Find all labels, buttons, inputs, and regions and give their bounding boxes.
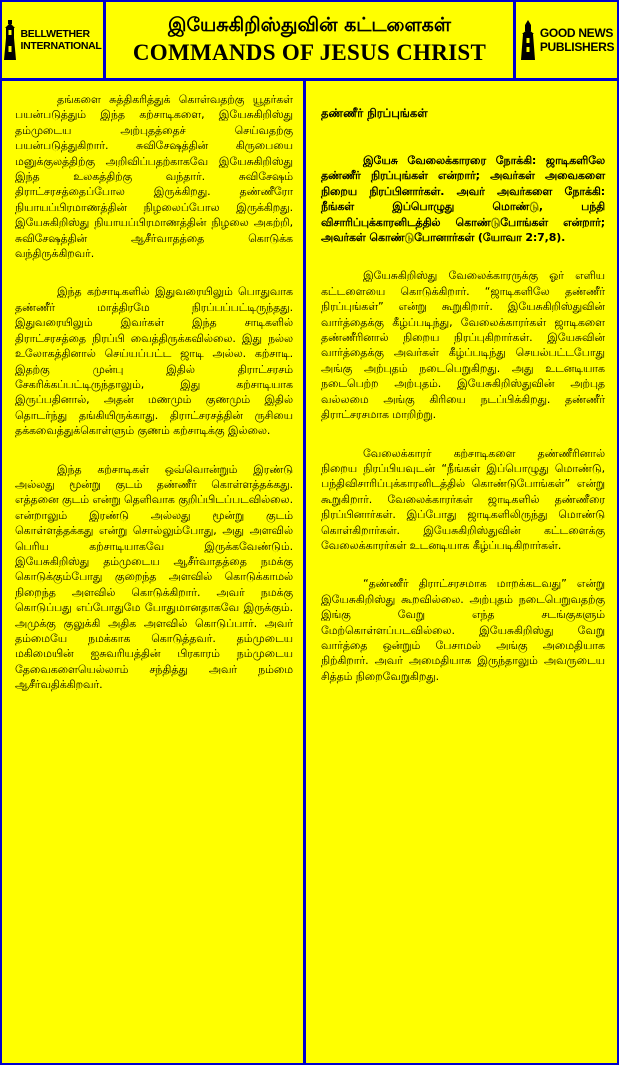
right-column [309,81,617,1063]
body-paragraph: “தண்ணீர் திராட்சரசமாக மாறக்கடவது” என்று இயேசுகிறிஸ்து கூறவில்லை. அற்புதம் நடைபெறுவதற்கு இங்கு வேறு எந்த சடங்குகளும் மேற்கொள்ளப்படவில்லை. இயேசுகிறிஸ்து வேறு வார்த்தை ஒன்றும் பேசாமல் அங்கு அமைதியாக நிற்கிறார். அவர் அமைதியாக இருந்தாலும் அவருடைய சித்தம் நிறைவேறுகிறது. [321,577,605,683]
body-paragraph: இந்த கற்சாடிகளில் இதுவரையிலும் பொதுவாக தண்ணீர் மாத்திரமே நிரப்பப்பட்டிருந்தது. இதுவரையிலும் இவர்கள் இந்த சாடிகளில் திராட்சரசத்தை நிரப்பி வைத்திருக்கவில்லை. இது நல்ல உலோகத்தினால் செய்யப்பட்ட ஜாடி அல்ல. கற்சாடி. இதற்கு முன்பு இதில் திராட்சரசம் சேகரிக்கப்பட்டிருந்தாலும், இது கற்சாடியாக இருப்பதினால், அதன் மணமும் குணமும் இதில் தொடர்ந்து தங்கியிருக்காது. திராட்சரசத்தின் ருசியை தக்கவைத்துக்கொள்ளும் குணம் கற்சாடிக்கு இல்லை. [15,285,293,438]
logo-line-2: INTERNATIONAL [20,40,102,52]
good-news-logo [513,2,617,78]
body-paragraph: தங்களை சுத்திகரித்துக் கொள்வதற்கு யூதர்கள் பயன்படுத்தும் இந்த கற்சாடிகளை, இயேசுகிறிஸ்து தம்முடைய அற்புதத்தைச் செய்வதற்கு பயன்படுத்துகிறார். சுவிசேஷத்தின் கிருபையை மனுக்குலத்திற்கு அறிவிப்பதற்காகவே இயேசுகிறிஸ்து இந்த உலகத்திற்கு வந்தார். சுவிசேஷம் திராட்சரசத்தைப்போல இருக்கிறது. தண்ணீரோ நியாயப்பிரமாணத்தின் நிழலைப்போல இருக்கிறது. இயேசுகிறிஸ்து நியாயப்பிரமாணத்தின் நிழலை அகற்றி, சுவிசேஷத்தின் ஆசீர்வாதத்தை கொடுக்க வந்திருக்கிறவர். [15,93,293,261]
body-paragraph: இயேசுகிறிஸ்து வேலைக்காரருக்கு ஓர் எளிய கட்டளையை கொடுக்கிறார். “ஜாடிகளிலே தண்ணீர் நிரப்புங்கள்” என்று கூறுகிறார். இயேசுகிறிஸ்துவின் வார்த்தைக்கு கீழ்ப்படிந்து, வேலைக்காரர்கள் ஜாடிகளை தண்ணீரினால் நிறைய நிரப்புகிறார்கள். இயேசுவின் வார்த்தைக்கு அவர்கள் கீழ்ப்படிந்து செயல்பட்டபோது அங்கு அற்புதம் நடைபெறுகிறது. அது உடனடியாக நடைபெற்ற அற்புதம். இயேசுகிறிஸ்துவின் அற்புத வல்லமை அங்கு கிரியை நடப்பிக்கிறது. தண்ணீர் திராட்சரசமாக மாறிற்று. [321,269,605,422]
logo-line-1: GOOD NEWS [539,26,614,40]
logo-line-2: PUBLISHERS [539,40,615,54]
body-paragraph: வேலைக்காரர் கற்சாடிகளை தண்ணீரினால் நிறைய நிரப்பியவுடன் “நீங்கள் இப்பொழுது மொண்டு, பந்திவிசாரிப்புக்காரனிடத்தில் கொண்டுபோங்கள்” என்று கூறுகிறார். வேலைக்காரர்கள் ஜாடிகளில் தண்ணீரை நிரப்பினார்கள். இப்போது ஜாடிகளிலிருந்து மொண்டு கொள்கிறார்கள். இயேசுகிறிஸ்துவின் கட்டளைக்கு வேலைக்காரர்கள் உடனடியாக கீழ்ப்படிகிறார்கள். [321,446,605,552]
bellwether-logo [2,2,106,78]
body-paragraph: இந்த கற்சாடிகள் ஒவ்வொன்றும் இரண்டு அல்லது மூன்று குடம் தண்ணீர் கொள்ளத்தக்கது. எத்தனை குடம் என்று தெளிவாக குறிப்பிடப்படவில்லை. என்றாலும் இரண்டு அல்லது மூன்று குடம் கொள்ளத்தக்கது என்று சொல்லும்போது, அது அளவில் பெரிய கற்சாடியாகவே இருக்கவேண்டும். இயேசுகிறிஸ்து தம்முடைய ஆசீர்வாதத்தை நமக்கு கொடுக்கும்போது குறைந்த அளவில் கொடுக்காமல் நிறைந்த அளவில் கொடுக்கிறார். அவர் நமக்கு கொடுப்பது எப்போதுமே போதுமானதாகவே இருக்கும். அமுக்கு குலுக்கி அதிக அளவில் கொடுப்பார். அவர் தம்மையே நமக்காக கொடுத்தவர். தம்முடைய மகிமையின் ஐசுவரியத்தின் பிரகாரம் நம்முடைய தேவைகளையெல்லாம் சந்தித்து அவர் நம்மை ஆசீர்வதிக்கிறவர். [15,462,293,692]
scripture-verse: இயேசு வேலைக்காரரை நோக்கி: ஜாடிகளிலே தண்ணீர் நிரப்புங்கள் என்றார்; அவர்கள் அவைகளை நிறைய நிரப்பினார்கள். அவர் அவர்களை நோக்கி: நீங்கள் இப்பொழுது மொண்டு, பந்தி விசாரிப்புக்காரனிடத்தில் கொண்டுபோங்கள் என்றார்; அவர்கள் கொண்டுபோனார்கள் (யோவா 2:7,8). [321,154,605,245]
bell-tower-icon [3,20,17,60]
tamil-title: இயேசுகிறிஸ்துவின் கட்டளைகள் [168,14,451,36]
section-heading: தண்ணீர் நிரப்புங்கள் [321,106,428,120]
left-column [2,81,306,1063]
logo-line-1: BELLWETHER [20,28,90,40]
title-block [109,2,510,78]
english-title: COMMANDS OF JESUS CHRIST [132,40,487,65]
gnp-tower-icon [519,20,537,60]
page-header [2,2,617,81]
